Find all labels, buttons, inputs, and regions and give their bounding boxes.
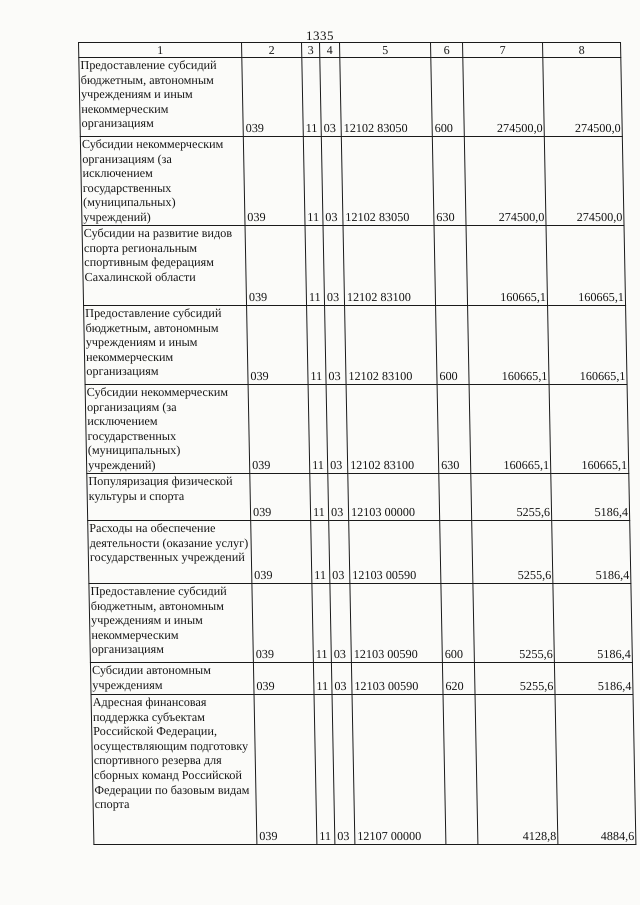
amount-year-1: 5255,6: [472, 521, 553, 584]
subsection-code: 03: [323, 226, 345, 306]
row-name: Предоставление субсидий бюджетным, автономным учреждениям и иным некоммерческим организациям: [89, 584, 254, 663]
table-row: [89, 584, 633, 663]
amount-year-2: 160665,1: [549, 385, 629, 474]
amount-year-2: 274500,0: [543, 58, 623, 137]
amount-year-1: 5255,6: [473, 584, 555, 663]
budget-table-wrapper: [78, 42, 635, 845]
table-row: [88, 521, 631, 584]
subsection-code: 03: [331, 663, 352, 695]
amount-year-2: 160665,1: [546, 226, 626, 306]
target-article: 12102 83100: [346, 385, 439, 474]
target-article: 12103 00590: [350, 584, 443, 663]
column-header: 6: [431, 43, 463, 58]
table-row: [82, 226, 626, 306]
section-code: 11: [305, 226, 325, 306]
row-name: Субсидии на развитие видов спорта региональным спортивным федерациям Сахалинской области: [82, 226, 247, 306]
ministry-code: 039: [254, 695, 317, 845]
section-code: 11: [311, 521, 330, 584]
row-name: Субсидии автономным учреждениям: [90, 663, 254, 695]
table-row: [85, 385, 629, 474]
table-row: [79, 58, 623, 137]
column-header: 3: [302, 43, 320, 58]
section-code: 11: [303, 137, 323, 226]
budget-table: [78, 42, 636, 845]
expense-type: [440, 521, 473, 584]
amount-year-1: 160665,1: [469, 385, 551, 474]
table-row: [87, 474, 630, 521]
ministry-code: 039: [250, 474, 311, 521]
target-article: 12103 00590: [349, 521, 441, 584]
amount-year-2: 5186,4: [553, 584, 633, 663]
target-article: 12103 00000: [348, 474, 440, 521]
subsection-code: 03: [326, 385, 348, 474]
subsection-code: 03: [330, 584, 352, 663]
expense-type: [443, 695, 478, 845]
column-header: 8: [543, 43, 621, 58]
ministry-code: 039: [253, 663, 314, 695]
header-row: [79, 43, 621, 58]
table-row: [91, 695, 636, 845]
section-code: 11: [310, 474, 329, 521]
expense-type: [439, 474, 472, 521]
target-article: 12102 83050: [341, 137, 434, 226]
table-row: [80, 137, 624, 226]
amount-year-2: 5186,4: [551, 474, 630, 521]
table-row: [84, 306, 628, 385]
subsection-code: 03: [321, 137, 343, 226]
subsection-code: 03: [325, 306, 347, 385]
amount-year-2: 5186,4: [552, 521, 631, 584]
amount-year-1: 4128,8: [475, 695, 558, 845]
subsection-code: 03: [328, 474, 349, 521]
expense-type: [434, 226, 468, 306]
amount-year-1: 160665,1: [466, 226, 548, 306]
target-article: 12102 83100: [343, 226, 436, 306]
ministry-code: 039: [242, 58, 304, 137]
section-code: 11: [307, 306, 327, 385]
amount-year-1: 274500,0: [463, 58, 545, 137]
amount-year-1: 5255,6: [471, 474, 552, 521]
ministry-code: 039: [243, 137, 305, 226]
amount-year-1: 274500,0: [464, 137, 546, 226]
section-code: 11: [312, 584, 332, 663]
ministry-code: 039: [248, 385, 310, 474]
row-name: Адресная финансовая поддержка субъектам Российской Федерации, осуществляющим подготовку спортивного резерва для сборных команд Российской Федерации по базовым видам спорта: [91, 695, 257, 845]
amount-year-2: 4884,6: [555, 695, 636, 845]
subsection-code: 03: [329, 521, 350, 584]
amount-year-2: 5186,4: [554, 663, 633, 695]
amount-year-1: 5255,6: [474, 663, 555, 695]
column-header: 2: [242, 43, 302, 58]
amount-year-2: 160665,1: [548, 306, 628, 385]
column-header: 1: [79, 43, 242, 58]
column-header: 4: [320, 43, 340, 58]
column-header: 7: [463, 43, 543, 58]
ministry-code: 039: [252, 584, 314, 663]
row-name: Предоставление субсидий бюджетным, автономным учреждениям и иным некоммерческим организациям: [79, 58, 244, 137]
row-name: Расходы на обеспечение деятельности (оказание услуг) государственных учреждений: [88, 521, 252, 584]
target-article: 12107 00000: [352, 695, 446, 845]
target-article: 12102 83050: [340, 58, 433, 137]
section-code: 11: [314, 695, 335, 845]
section-code: 11: [308, 385, 328, 474]
target-article: 12103 00590: [351, 663, 443, 695]
expense-type: 630: [432, 137, 466, 226]
row-name: Субсидии некоммерческим организациям (за исключением государственных (муниципальных) учреждений): [80, 137, 245, 226]
amount-year-2: 274500,0: [544, 137, 624, 226]
section-code: 11: [313, 663, 332, 695]
subsection-code: 03: [320, 58, 342, 137]
page-number: 1335: [306, 28, 334, 43]
ministry-code: 039: [245, 226, 307, 306]
row-name: Популяризация физической культуры и спорта: [87, 474, 251, 521]
ministry-code: 039: [251, 521, 312, 584]
column-header: 5: [340, 43, 431, 58]
row-name: Субсидии некоммерческим организациям (за исключением государственных (муниципальных) учреждений): [85, 385, 250, 474]
ministry-code: 039: [247, 306, 309, 385]
expense-type: 600: [441, 584, 475, 663]
table-row: [90, 663, 633, 695]
expense-type: 600: [431, 58, 465, 137]
target-article: 12102 83100: [345, 306, 438, 385]
expense-type: 630: [437, 385, 471, 474]
row-name: Предоставление субсидий бюджетным, автономным учреждениям и иным некоммерческим организациям: [84, 306, 249, 385]
subsection-code: 03: [332, 695, 355, 845]
section-code: 11: [302, 58, 322, 137]
expense-type: 600: [436, 306, 470, 385]
expense-type: 620: [442, 663, 475, 695]
amount-year-1: 160665,1: [468, 306, 550, 385]
